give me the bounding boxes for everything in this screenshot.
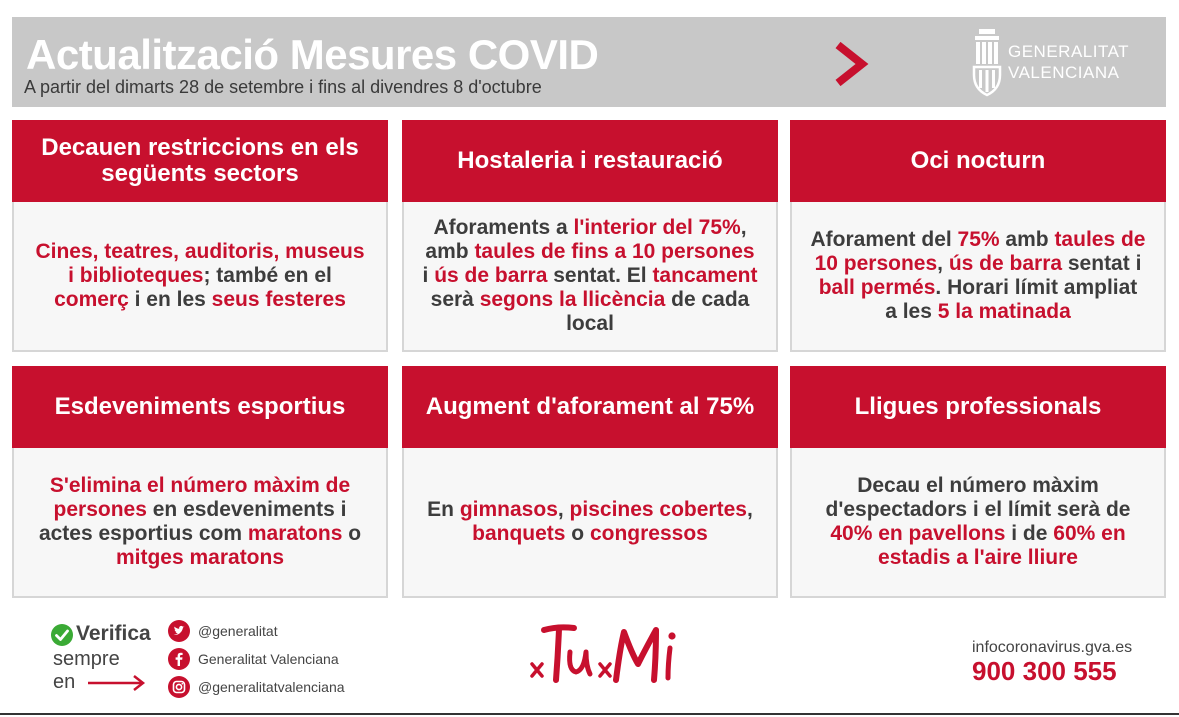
logo-line-2: VALENCIANA xyxy=(1008,63,1120,82)
card-esdeveniments xyxy=(12,366,388,598)
body-text: serà xyxy=(430,288,480,311)
card-lligues xyxy=(790,366,1166,598)
body-text: ; també en el xyxy=(203,264,332,287)
body-text: i de xyxy=(1005,522,1054,545)
body-text: Aforaments a xyxy=(433,216,574,239)
body-text: sentat. El xyxy=(547,264,653,287)
highlight-text: l'interior del 75% xyxy=(573,216,741,239)
sempre-label: sempre xyxy=(53,648,120,670)
highlight-text: Cines, teatres, auditoris, museus i biblioteques xyxy=(35,240,365,287)
card-title: Lligues professionals xyxy=(790,366,1166,448)
header-banner xyxy=(12,17,1166,107)
body-text: i xyxy=(422,264,435,287)
card-sectors xyxy=(12,120,388,352)
page-title: Actualització Mesures COVID xyxy=(26,31,599,78)
card-title: Decauen restriccions en els següents sectors xyxy=(12,120,388,202)
highlight-text: ús de barra xyxy=(434,264,548,287)
twitter-icon xyxy=(168,620,190,642)
highlight-text: segons la llicència xyxy=(479,288,666,311)
body-text: en esdeveniments i actes esportius com xyxy=(38,498,347,545)
facebook-handle: Generalitat Valenciana xyxy=(198,651,339,667)
card-body xyxy=(792,202,1164,350)
body-text: En xyxy=(427,498,460,521)
body-text: amb xyxy=(999,228,1055,251)
body-text: Aforament del xyxy=(810,228,958,251)
generalitat-logo-text xyxy=(1008,41,1129,83)
instagram-handle: @generalitatvalenciana xyxy=(198,679,345,695)
body-text: , xyxy=(557,498,570,521)
highlight-text: piscines cobertes xyxy=(569,498,747,521)
info-phone[interactable]: 900 300 555 xyxy=(972,656,1117,686)
check-circle-icon xyxy=(50,623,74,647)
body-text: de cada local xyxy=(566,288,750,335)
chevron-right-icon xyxy=(830,41,870,87)
card-hostaleria xyxy=(402,120,778,352)
highlight-text: 40% en pavellons xyxy=(830,522,1006,545)
highlight-text: taules de fins a 10 persones xyxy=(474,240,755,263)
arrow-right-icon xyxy=(88,674,146,692)
verifica-label: Verifica xyxy=(76,622,151,645)
page-subtitle: A partir del dimarts 28 de setembre i fins al divendres 8 d'octubre xyxy=(24,77,542,97)
card-body-text xyxy=(32,240,368,312)
logo-line-1: GENERALITAT xyxy=(1008,42,1130,61)
highlight-text: maratons xyxy=(247,522,343,545)
highlight-text: S'elimina el número màxim de persones xyxy=(49,474,351,521)
card-body-text xyxy=(422,498,758,546)
highlight-text: seus festeres xyxy=(211,288,346,311)
card-body xyxy=(404,448,776,596)
facebook-icon xyxy=(168,648,190,670)
highlight-text: banquets xyxy=(472,522,566,545)
en-label: en xyxy=(53,671,76,693)
highlight-text: taules de 10 persones xyxy=(814,228,1146,275)
xtu-xmi-logo xyxy=(528,618,688,698)
generalitat-shield-icon xyxy=(970,27,1004,97)
card-body-text xyxy=(810,474,1146,570)
body-text: o xyxy=(342,522,362,545)
card-body xyxy=(404,202,776,350)
card-aforament xyxy=(402,366,778,598)
body-text: i en les xyxy=(128,288,212,311)
highlight-text: mitges maratons xyxy=(115,546,285,569)
twitter-handle: @generalitat xyxy=(198,623,278,639)
body-text: o xyxy=(565,522,590,545)
highlight-text: 60% en estadis a l'aire lliure xyxy=(878,522,1126,569)
body-text: . Horari límit ampliat a les xyxy=(885,276,1138,323)
card-title: Augment d'aforament al 75% xyxy=(402,366,778,448)
body-text: , amb xyxy=(425,216,747,263)
card-body xyxy=(792,448,1164,596)
card-title: Oci nocturn xyxy=(790,120,1166,202)
body-text: , xyxy=(746,498,753,521)
card-body-text xyxy=(422,216,758,336)
info-website[interactable]: infocoronavirus.gva.es xyxy=(972,639,1133,656)
body-text: Decau el número màxim d'espectadors i el límit serà de xyxy=(825,474,1131,521)
instagram-icon xyxy=(168,676,190,698)
card-body xyxy=(14,202,386,350)
body-text: , xyxy=(937,252,949,275)
highlight-text: comerç xyxy=(54,288,129,311)
highlight-text: ball permés xyxy=(818,276,936,299)
highlight-text: 5 la matinada xyxy=(937,300,1071,323)
card-title: Hostaleria i restauració xyxy=(402,120,778,202)
highlight-text: 75% xyxy=(957,228,1000,251)
highlight-text: ús de barra xyxy=(948,252,1063,275)
card-body-text xyxy=(810,228,1146,324)
body-text: sentat i xyxy=(1062,252,1142,275)
card-oci-nocturn xyxy=(790,120,1166,352)
highlight-text: congressos xyxy=(589,522,708,545)
bottom-divider xyxy=(0,713,1179,715)
card-body-text xyxy=(32,474,368,570)
card-title: Esdeveniments esportius xyxy=(12,366,388,448)
highlight-text: tancament xyxy=(652,264,758,287)
card-body xyxy=(14,448,386,596)
highlight-text: gimnasos xyxy=(459,498,558,521)
